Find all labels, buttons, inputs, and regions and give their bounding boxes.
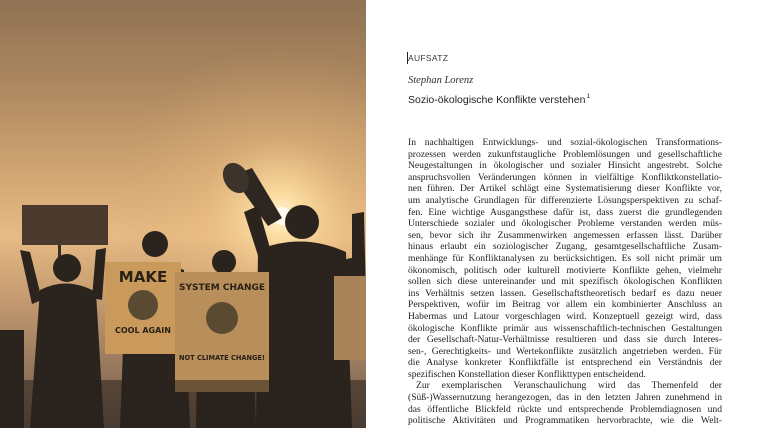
body-line: (Süß-)Wassernutzung herangezogen, das in den letzten Jahren zunehmend in [408,392,722,404]
protest-illustration [0,0,366,428]
sign-text-cool-again: COOL AGAIN [115,326,171,335]
body-line: die Analyse konkreter Konfliktfälle ist entsprechend ein Verständnis der [408,357,722,369]
sign-text-make: MAKE [118,268,168,286]
section-label: AUFSATZ [408,53,449,63]
body-line: Neugestaltungen in ökologischer und sozialer Hinsicht angestrebt. Solche [408,160,722,172]
sign-text-not-climate-change: NOT CLIMATE CHANGE! [179,354,265,362]
body-line: sen-, Gerechtigkeits- und Wertekonflikte zusätzlich angetrieben werden. Für [408,345,722,357]
body-line: hinaus erlaubt ein soziologischer Zugang, gesamtgesellschaftliche Zusam- [408,241,722,253]
article-body [408,137,722,427]
body-line: Habermas und Latour vorgeschlagen wird. Konzeptuell gezeigt wird, dass [408,310,722,322]
body-line: Perspektiven, wofür im Beitrag vor allem ein kombinierter Anschluss an [408,299,722,311]
footnote-marker: 1 [586,93,591,100]
body-line: fen. Eine wichtige Ausgangsthese dafür ist, dass zuerst die grundlegenden [408,206,722,218]
body-line: ökonomisch, politisch oder kulturell motivierte Konflikte gehen, vielmehr [408,264,722,276]
body-line: politische Aktivitäten und Programmatiken hervorbrachte, wie die Welt- [408,415,722,427]
body-line: anspruchsvollen Veränderungen können in vielfältige Konfliktkonstellatio- [408,171,722,183]
blank-sign-left [22,205,108,245]
author-name: Stephan Lorenz [408,75,474,86]
body-line: das öffentliche Blickfeld rückte und entsprechende Problemdiagnosen und [408,403,722,415]
article-title-text: Sozio-ökologische Konflikte verstehen [408,94,586,106]
sign-text-system-change: SYSTEM CHANGE [178,283,266,293]
sign-make-cool-again [105,262,181,354]
protest-photo [0,0,366,428]
body-line: der Gesellschaft-Natur-Verhältnisse resultieren und dass sie durch Interes- [408,334,722,346]
body-line: sen, bevor sich ihr Zusammenwirken angemessen erfassen lässt. Darüber [408,229,722,241]
body-line: prozessen werden zukunftstaugliche Problemlösungen und gesellschaftliche [408,148,722,160]
article-page [366,0,760,428]
body-line: Zur exemplarischen Veranschaulichung wird das Themenfeld der [416,380,722,392]
body-line: um analytische Grundlagen für differenzierte Lösungsperspektiven zu schaf- [408,194,722,206]
body-line: ökologische Konflikte primär aus wissenschaftlich-technischen Gestaltungen [408,322,722,334]
body-line: sollen sich diese untereinander und mit spezifisch ökologischen Konflikten [408,276,722,288]
body-line: ins Verhältnis setzen lassen. Gesellschaftstheoretisch bedarf es dazu neuer [408,287,722,299]
article-title [408,94,590,106]
body-line: In nachhaltigen Entwicklungs- und sozial-ökologischen Transformations- [408,137,722,148]
body-line: nen führen. Der Artikel schlägt eine Systematisierung dieser Konflikte vor, [408,183,722,195]
body-line: Unterschiede sozialer und ökologischer Probleme verstanden werden müs- [408,218,722,230]
sign-system-change [175,272,269,392]
sign-right-partial [334,276,366,360]
body-line: spezifischen Konstellation dieser Konflikttypen entscheidend. [408,368,646,380]
body-line: menhänge für Konfliktanalysen zu berücksichtigen. Es soll nicht primär um [408,252,722,264]
